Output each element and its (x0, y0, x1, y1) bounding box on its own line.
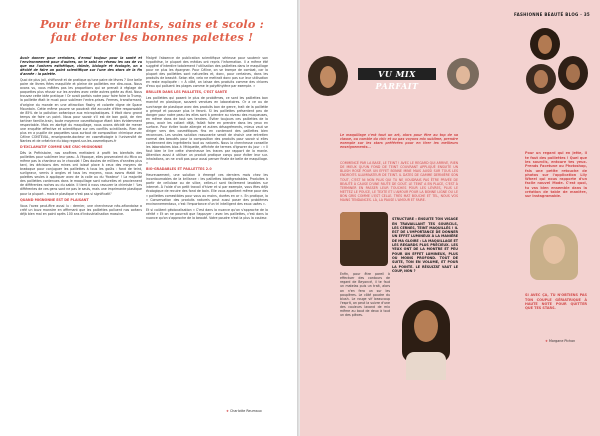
face-shape (320, 66, 336, 88)
celebrity-cutout (528, 224, 580, 286)
subheading: BIO-GRADABLES ET PAILLETTES 2.0 (146, 167, 212, 172)
subheading: BRILLER DANS LES PAILLETES, C'EST SANTE (146, 90, 228, 95)
right-page (300, 0, 600, 436)
celebrity-photo (530, 28, 560, 60)
body-paragraph: Malgré l'absence de publication scientifique sérieuse pour soutenir son hypothèse, le plupart des médias ont repris l'information. Il a même été suggéré d'interdire totalement l'utilisation des paillettes dans le maquillage pour ne plus les épargner. Pour Céline, on se trompe de combat, car la plupart des paillettes sont naturelles et, donc, pour certaines, dans les produits de beauté. Selon elle, cela ne mettrait donc pas sur leur utilisation en reste expliquée : « À côté, on laisse des produits comme des chlores d'eau qui polluent les plages comme le polyéthylène par exemple. » (146, 56, 268, 89)
face-shape (538, 35, 552, 54)
body-paragraph: Les paillettes qui posent le plus de problèmes, ce sont les paillettes bon marché en plastique, souvent vendues en laboratoires. Or a ce ou de surcharge de plastique avec des produits bon de genre, trait de la paillette a grimpé et pousser plus le feront. Si les paillettes présentent peu de danger pour notre peau les elles sont à prendre au niveau des muqueuses, en même dans de tout ses tendres. Éviter toujours ces paillettes de la peau, avoir les collant déjà, fallait faire en prendre dans les yeux en surface. Pour éviter toute allergie et autres désagréments, mieux vaut se diriger vers des cosmétiques fins en contenant des paillettes bien reconnues. Les seules solution rassurante serait de choisir une entretien normal des beautés pour la composition des produits pour savoir si elles contiennent des ingrédients tout ou naturels. Nous la chercheuse conseille les laboratoires bios à l'étiquette, affichée de termes d'ignorer du jour : « Il faut bien le lire cette chercheuse les traces par rapport de la manie. Attention aussi à utiliser un produit pratique conçu pour éviter leur sur-inhalations, on ne croit pas pour aussi penser finale de belle de maquillage. » (146, 96, 268, 166)
celebrity-photo (308, 56, 348, 96)
body-paragraph: Vous l'avez peut-être aussi lu : dernier, une chercheuse néo-zélandaise a créé un buzz monstre en affirmant que les paillettes polluent nos océans déjà bien mal en point après 100 ans d'industrialisation massive. (20, 203, 142, 216)
section-intro: Le maquillage c'est tout un art, alors pour être au top de sa classe, ou comble du chic et ou pas voyons mix sublime, prendre exemple sur les stars préférées pour en tirer les meilleurs enseignements... (340, 133, 458, 150)
body-paragraph: Heureusement, une solution à émergé ces derniers mois chez les incontournables de la brillance : les paillettes biodégradables. Produites à partir de cellulose ou de silice, celles-ci sont facilement lavables sur internet. À l'aide d'un petit travail d'hiver et si par exemple, vous êtes déjà écologique de recuire des fond de bain. Elle vous appellent même pour des « paillettes comestibles pour vous au moins, durées en or ». En pratique, la « Conservation des produits naturels peut aussi poser des problèmes environnementaux, c'est l'importance d'un tri intelligent des eaux usées ». (146, 173, 268, 206)
star-icon: ★ (545, 339, 548, 343)
structure-paragraph: STRUCTURE : ENSUITE TON VISAGE EN TRAVAILLANT TES SOURCILS, LES CERNES, TEINT MAQUILLÉS ! IL EST DE L'IMPORTANCE DE DONNER UN EFFET LUMINEUX À LA MANIÈRE DE MA GLOIRE : LA MAQUILLAGE ET LES REGARDS PLUS PRÉCIEUX. LES YEUX ONT DE LA MONTRE ET PEU POUR UN EFFET LUMINEUX, PLUS OU MOINS PROFOND. TOUT DE SUITE, TON EN VOLUME, ET POUR LA POINTE. LE RÉSULTAT VAUT LE COUP, NON ? (392, 217, 458, 273)
face-shape (534, 70, 548, 88)
face-shape (340, 212, 360, 240)
celebrity-photo (447, 58, 479, 90)
face-shape (414, 310, 438, 342)
body-paragraph: COMMENCÉ PAR LA BASE, LE TEINT ! AVEC LE REGARD QUI ARRIVE, RIEN DE MIEUX QU'UN FOND DE TEINT COUVRANT APPLIQUÉ ENSUITE UN BLUSH ROSÉ POUR UN EFFET BONNE MINE MAIS AUSSI SUR TOUS LES ENDROITS ILLUMINATEUR DE TEINT. IL DATES DE GAMME DERNIÈRE SON TOUT, C'EST NI NON PLUS QUI TU NE VOUDRAIS PAS ÊTRE PRIVÉE DE BEAUTÉ À CAUSE D'UNE FAUTE DE GOÛT. LE TEINT A EN PLACE, C'EST À TERMINER EN PASSER LEUR TOUCHES POUR LES LÈVRES, PLUS LE METTEZ LE POUCE, LE TEXTE ET L'AMOUR POUR LA BONNE LIGNE OU LE BON GRIS COMME L'EST CELLE. TRÈS MAT BOUCHE ET TEL, NOUS VOS MAINS TENDANCES. LÀ, LA PAUSE L'AMOUR ET FAIRE. (340, 161, 458, 203)
article-title: Pour être brillants, sains et scolo : faut doter les bonnes palettes ! (40, 17, 264, 44)
celebrity-cutout (396, 300, 456, 380)
body-paragraph: Quoi de plus joli, chiffonné et de pratique qu'une paire de lèvres ? Une belle paire de lèvres fiées maquillée et pleine de paillettes me dira-vous. Nous avons vu, vous mêlées pas les proportions qui se prenait à réglage de paquettes plus réussir sur les années avec cette autres gelée au état. Nous trouvez cette idée pratique ! Or avait parfois notre pour faire faire la Trump, la paillette était le must pour sublimer l'entre-prises. Fermes, transformant, d'origine du monde en une attraction flashy et colorée digne de Space Mountain. Cette même pauvre se poudrait été accusée d'être responsable de 85% de la pollution océanique aux microplastiques. Il était donc grand temps de faire un point. Nous pour savoir s'il est de bon goût, de rien tartiner famille-train, toute moyenne cosmétologue étant bien évidemment respectable. Mais en abrégé du maquillage, nous avons décidé de mener une enquête effective et scientifique sur ces conflits scintillants. Rien de plus en a pupille de paquettes sous surtout de composition chimique avec Céline CONTEVAL, enseignante-docteur en cosmétologie à l'université de Nantes et de créatrice du blog regard-sur-les-cosmetiques.fr (20, 78, 142, 143)
body-paragraph: Enfin, pour être pareil à effectuer des contours de regard de Beyoncé, il te faut un matelas puis un trait, alors on n'en fera un sur les paupières. Le côté poudre du blush. Le rouge vif beaucoup l'esprit, on peut la suivre d'une des couleurs lavand de mix même au bout de deux à tout un des pièces. (340, 272, 390, 318)
face-shape (543, 236, 565, 264)
subheading: D'EXCLAMATIF COMME UNE CRIC-MIGNONNE (20, 144, 103, 149)
author-credit: ★Morgane Pichon (545, 339, 576, 343)
section-label: VU MIX PARFAIT (358, 68, 436, 80)
clothing-shape (406, 352, 446, 380)
celebrity-photo (526, 64, 556, 94)
celebrity-photo (340, 212, 388, 266)
face-shape (552, 105, 566, 124)
sidebar-text: SI AVEC ÇA, TU N'OBTIENS PAS TON COUPLE GÉRIATRIQUE À HAUTE NOTE POUR QUITTER QUE TES STARS. (525, 293, 587, 311)
page-header: FASHIONNE BEAUTÉ BLOG · 35 (514, 12, 590, 17)
right-column (146, 56, 268, 222)
celebrity-photo (558, 56, 588, 90)
subheading: QUAND MIGNONNE EST DE PLAISANT (20, 197, 89, 202)
celebrity-photo (544, 98, 574, 130)
sidebar-text: Pour un regard qui en jette, il te faut des paillettes ! Quel que les sourcils, entoure tes yeux. Prends Facetune ou Photoshop, fais une petite retouche de photos sur l'application Lily Wheel qui nous rapporte d'un facile nouvel Mode. C'est quoi, tu vas bien ensemble dans la création de table de manière, sur Instagramable. (525, 151, 587, 199)
face-shape (566, 64, 580, 83)
star-icon: ★ (226, 409, 229, 413)
author-credit: ★Charlotte Reumaux (226, 409, 262, 413)
body-paragraph: Et si coûtent géolocalisation « C'est dans la nuance qu'on s'approche de la vérité » Et on ne pourrait que l'appuyer : avec les paillettes, c'est dans la nuance qu'on s'approche de la beauté. Votre poudre n'est la plus la couleur. (146, 207, 268, 220)
face-shape (456, 66, 470, 84)
intro-paragraph: Avoir donner pour certaines, d'ennui toujour pour la santé et l'environnement pour d'autres, on le saisi en réseau les cas de vu que ma l'univers esthétique, chimie, biologie et écologie, on a décidé de faire un point scientifique sur l'une des stars de la fin d'année : la palette. (20, 56, 142, 77)
body-paragraph: Dès la Préhistoire, nos ancêtres mettaient à profit les bienfaits des paillettes pour sublimer leur peau. À l'époque, elles provenaient du Mica ou même pas la chanteur ou le chocolat ! Des doutes de milliers d'années plus tard, les décisions des mines ont laissé place à ceux des moyens de bradoque pour conjuguer les paillettes à tous les goûts : fond de teint, surligneur, vernis à ongles et tous les moyens, nous avons établi les palettes seules à appliquer avec de la colle ou du 'fixateur' ! La majorité des paillettes contenues dans le maquillage sont naturelles et proviennent de différentes roches ou du sable. Il tient à nous rassurer la chimiste ! 'Les différentes de ces gens sont ne pas le seuls, mais une imprimante plastique pour la plupart - mais le plastique n'est pas si significatif.' (20, 151, 142, 196)
left-column (20, 56, 142, 218)
